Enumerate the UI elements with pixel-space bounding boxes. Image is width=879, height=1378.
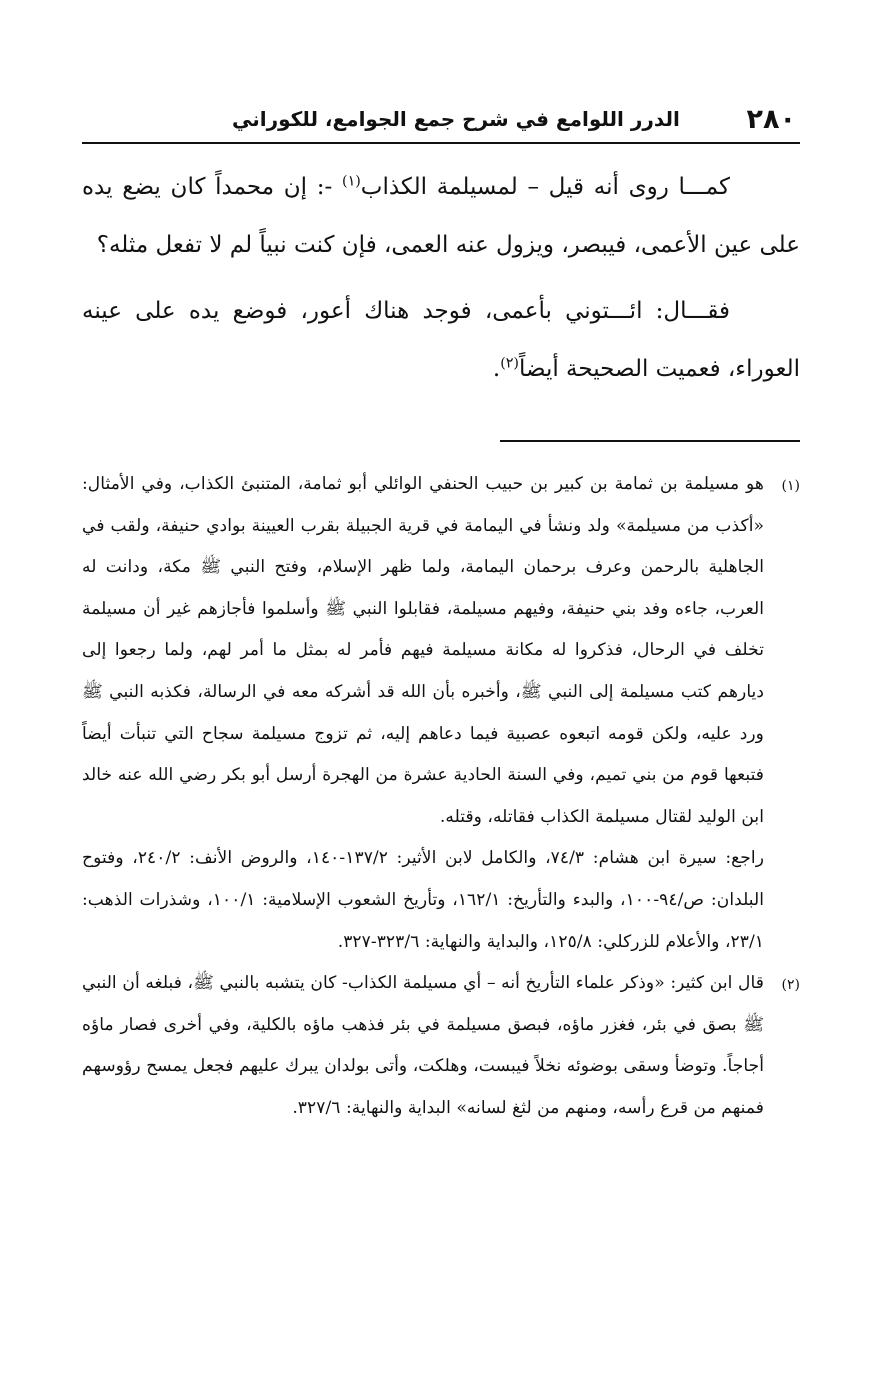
- main-paragraph: [82, 282, 800, 398]
- paragraph-text: .: [492, 356, 501, 382]
- paragraph-text: -: إن محمداً كان يضع يده على عين الأعمى، فيبصر، ويزول عنه العمى، فإن كنت نبياً لم لا تفعل مثله؟: [82, 174, 800, 258]
- book-page: [82, 96, 800, 1346]
- footnote-marker: (٢): [500, 355, 519, 372]
- footnote-references: راجع: سيرة ابن هشام: ٧٤/٣، والكامل لابن الأثير: ١٣٧/٢-١٤٠، والروض الأنف: ٢٤٠/٢، وفتوح البلدان: ص/٩٤-١٠٠، والبدء والتأريخ: ١٦٢/١، وتأريخ الشعوب الإسلامية: ١٠٠/١، وشذرات الذهب: ٢٣/١، والأعلام للزركلي: ١٢٥/٨، والبداية والنهاية: ٣٢٣/٦-٣٢٧.: [82, 848, 764, 952]
- footnote: [82, 963, 800, 1129]
- paragraph-text: كمـــا روى أنه قيل – لمسيلمة الكذاب: [360, 174, 730, 200]
- footnote: [82, 464, 800, 963]
- footnotes: [82, 464, 800, 1130]
- footnote-separator-row: [82, 420, 800, 442]
- footnote-number: (١): [781, 478, 800, 494]
- running-header: [82, 96, 800, 144]
- footnote-text: هو مسيلمة بن ثمامة بن كبير بن حبيب الحنفي الوائلي أبو ثمامة، المتنبئ الكذاب، وفي الأمثال: «أكذب من مسيلمة» ولد ونشأ في اليمامة في قرية الجبيلة بقرب العيينة بوادي حنيفة، ولقب في الجاهلية بالرحمن وعرف برحمان اليمامة، ولما ظهر الإسلام، وفتح النبي ﷺ مكة، ودانت له العرب، جاءه وفد بني حنيفة، وفيهم مسيلمة، فقابلوا النبي ﷺ وأسلموا فأجازهم غير أن مسيلمة تخلف في الرحال، فذكروا له مكانة مسيلمة فيهم فأمر له بمثل ما أمر لهم، ولما رجعوا إلى ديارهم كتب مسيلمة إلى النبي ﷺ، وأخبره بأن الله قد أشركه معه في الرسالة، فكذبه النبي ﷺ ورد عليه، ولكن قومه اتبعوه عصبية فيما دعاهم إليه، ثم تزوج مسيلمة سجاح التي تنبأت أيضاً فتبعها قوم من بني تميم، وفي السنة الحادية عشرة من الهجرة أرسل أبو بكر رضي الله عنه خالد ابن الوليد لقتال مسيلمة الكذاب فقاتله، وقتله.: [82, 474, 764, 827]
- page-number: ٢٨٠: [746, 103, 796, 135]
- footnote-marker: (١): [342, 173, 361, 190]
- footnote-body: [82, 963, 764, 1129]
- book-title: الدرر اللوامع في شرح جمع الجوامع، للكوراني: [232, 107, 680, 131]
- footnote-separator: [500, 440, 800, 442]
- footnote-body: [82, 464, 764, 963]
- footnote-text: قال ابن كثير: «وذكر علماء التأريخ أنه – أي مسيلمة الكذاب- كان يتشبه بالنبي ﷺ، فبلغه أن النبي ﷺ بصق في بئر، فغزر ماؤه، فبصق مسيلمة في بئر فذهب ماؤه بالكلية، وفي أخرى فصار ماؤه أجاجاً. وتوضأ وسقى بوضوئه نخلاً فيبست، وهلكت، وأتى بولدان يبرك عليهم فجعل يمسح رؤوسهم فمنهم من قرع رأسه، ومنهم من لثغ لسانه» البداية والنهاية: ٣٢٧/٦.: [82, 973, 764, 1118]
- paragraph-text: فقـــال: ائـــتوني بأعمى، فوجد هناك أعور، فوضع يده على عينه العوراء، فعميت الصحيحة أيضاً: [82, 298, 800, 382]
- main-paragraph: [82, 158, 800, 274]
- footnote-number: (٢): [781, 977, 800, 994]
- main-text: [82, 158, 800, 398]
